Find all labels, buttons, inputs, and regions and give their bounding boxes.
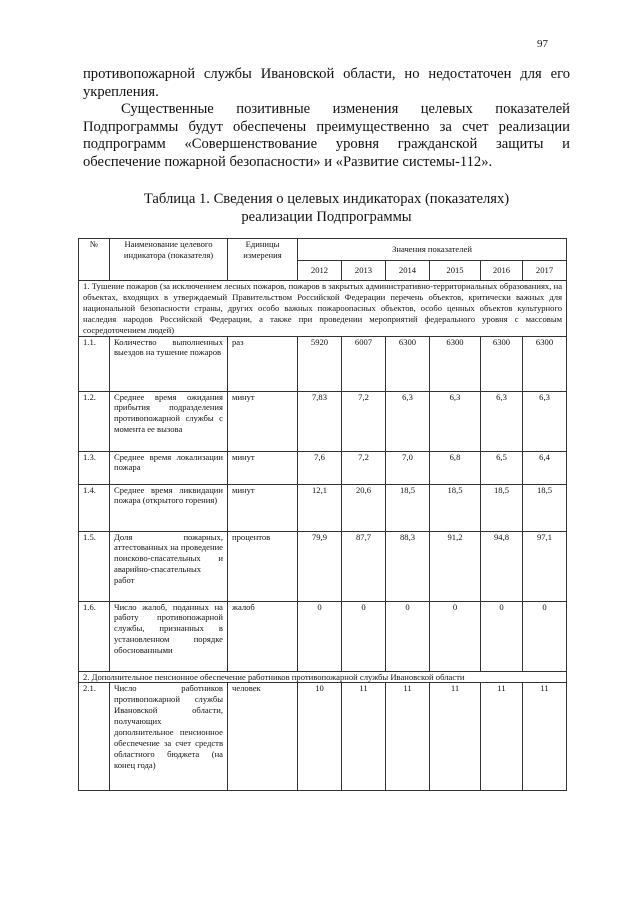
header-values: Значения показателей [298,239,567,261]
row-value: 11 [430,683,481,791]
row-value: 7,2 [342,451,386,484]
row-value: 20,6 [342,484,386,531]
row-num: 2.1. [79,683,110,791]
row-value: 11 [481,683,523,791]
row-value: 6,5 [481,451,523,484]
header-num: № [79,239,110,281]
header-year: 2017 [523,261,567,281]
row-unit: минут [228,451,298,484]
paragraph-2: Существенные позитивные изменения целевых показателей Подпрограммы будут обеспечены преимущественно за счет реализации подпрограмм «Совершенствование уровня гражданской защиты и обеспечение пожарной безопасности» и «Развитие системы-112». [83,101,570,170]
row-value: 10 [298,683,342,791]
row-value: 79,9 [298,531,342,601]
row-unit: процентов [228,531,298,601]
row-num: 1.1. [79,336,110,391]
header-year: 2013 [342,261,386,281]
row-value: 6,3 [430,391,481,451]
row-value: 0 [342,601,386,671]
row-value: 18,5 [523,484,567,531]
table-row [79,391,567,451]
row-num: 1.5. [79,531,110,601]
row-value: 12,1 [298,484,342,531]
table-row [79,484,567,531]
row-value: 18,5 [386,484,430,531]
row-num: 1.4. [79,484,110,531]
row-name: Количество выполненных выездов на тушение пожаров [110,336,228,391]
row-unit: человек [228,683,298,791]
row-value: 0 [430,601,481,671]
row-num: 1.2. [79,391,110,451]
row-value: 0 [523,601,567,671]
row-name: Среднее время ликвидации пожара (открытого горения) [110,484,228,531]
row-value: 7,6 [298,451,342,484]
header-year: 2016 [481,261,523,281]
row-value: 6007 [342,336,386,391]
row-name: Среднее время ожидания прибытия подразделения противопожарной службы с момента ее вызова [110,391,228,451]
row-value: 5920 [298,336,342,391]
section-row [79,671,567,683]
table-row [79,601,567,671]
header-year: 2012 [298,261,342,281]
row-unit: минут [228,484,298,531]
caption-line-2: реализации Подпрограммы [241,209,412,225]
indicators-table [78,238,567,791]
row-value: 7,0 [386,451,430,484]
row-num: 1.3. [79,451,110,484]
row-value: 6,3 [481,391,523,451]
row-value: 18,5 [430,484,481,531]
row-value: 0 [386,601,430,671]
table-row [79,531,567,601]
row-value: 0 [481,601,523,671]
row-value: 6,4 [523,451,567,484]
row-value: 88,3 [386,531,430,601]
caption-line-1: Таблица 1. Сведения о целевых индикаторах (показателях) [143,191,510,207]
row-unit: раз [228,336,298,391]
row-name: Число жалоб, поданных на работу противопожарной службы, признанных в установленном порядке обоснованными [110,601,228,671]
row-value: 6,3 [386,391,430,451]
row-value: 0 [298,601,342,671]
section-row [79,281,567,337]
row-value: 18,5 [481,484,523,531]
row-value: 6,8 [430,451,481,484]
row-value: 97,1 [523,531,567,601]
row-value: 6300 [386,336,430,391]
header-year: 2014 [386,261,430,281]
row-value: 11 [386,683,430,791]
row-value: 87,7 [342,531,386,601]
row-value: 6300 [523,336,567,391]
row-value: 94,8 [481,531,523,601]
row-value: 11 [342,683,386,791]
body-text [83,66,570,171]
row-value: 91,2 [430,531,481,601]
page-number: 97 [537,38,548,50]
table-caption [83,190,570,226]
header-year: 2015 [430,261,481,281]
table-row [79,336,567,391]
row-value: 11 [523,683,567,791]
row-value: 6300 [481,336,523,391]
row-value: 6300 [430,336,481,391]
paragraph-1: противопожарной службы Ивановской области, но недостаточен для его укрепления. [83,66,570,100]
row-name: Доля пожарных, аттестованных на проведение поисково-спасательных и аварийно-спасательных работ [110,531,228,601]
row-unit: минут [228,391,298,451]
row-name: Число работников противопожарной службы Ивановской области, получающих дополнительное пенсионное обеспечение за счет средств областного бюджета (на конец года) [110,683,228,791]
table-row [79,683,567,791]
row-value: 7,83 [298,391,342,451]
row-name: Среднее время локализации пожара [110,451,228,484]
row-value: 6,3 [523,391,567,451]
section-title: 1. Тушение пожаров (за исключением лесных пожаров, пожаров в закрытых административно-территориальных образованиях, на объектах, входящих в утверждаемый Правительством Российской Федерации перечень объектов, критически важных для национальной безопасности страны, других особо важных пожароопасных объектов, особо ценных объектов культурного наследия народов Российской Федерации, а также при проведении мероприятий федерального уровня с массовым сосредоточением людей) [79,281,567,337]
header-unit: Единицы измерения [228,239,298,281]
row-num: 1.6. [79,601,110,671]
header-name: Наименование целевого индикатора (показателя) [110,239,228,281]
table-row [79,451,567,484]
row-unit: жалоб [228,601,298,671]
row-value: 7,2 [342,391,386,451]
section-title: 2. Дополнительное пенсионное обеспечение работников противопожарной службы Ивановской области [79,671,567,683]
